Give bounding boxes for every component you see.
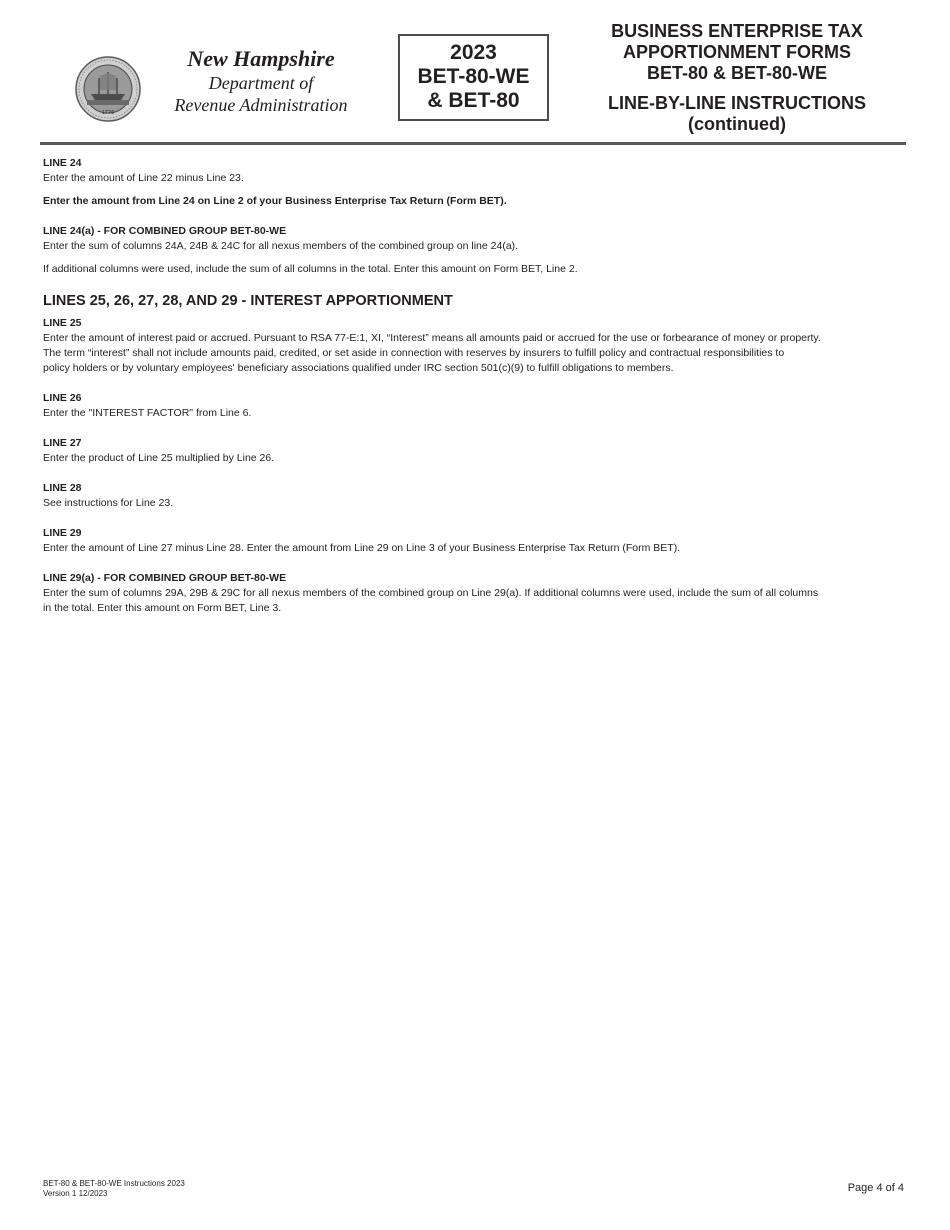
department-line-2: Revenue Administration xyxy=(174,95,348,115)
form-year: 2023 xyxy=(450,41,497,64)
title-line-5: (continued) xyxy=(688,114,786,134)
line-29-text: Enter the amount of Line 27 minus Line 28. Enter the amount from Line 29 on Line 3 of your Business Enterprise Tax Return (Form BET). xyxy=(43,542,681,554)
line-24a-label: LINE 24(a) - FOR COMBINED GROUP BET-80-WE xyxy=(43,225,287,237)
page-header xyxy=(0,0,950,150)
document-title xyxy=(572,21,902,135)
line-24-bold-note: Enter the amount from Line 24 on Line 2 of your Business Enterprise Tax Return (Form BET). xyxy=(43,195,507,207)
state-name: New Hampshire xyxy=(187,46,335,71)
line-24-label: LINE 24 xyxy=(43,157,82,169)
title-line-4: LINE-BY-LINE INSTRUCTIONS xyxy=(607,93,866,113)
form-number-1: BET-80-WE xyxy=(417,65,530,88)
line-28-text: See instructions for Line 23. xyxy=(43,497,174,509)
line-25-text-1: Enter the amount of interest paid or accrued. Pursuant to RSA 77-E:1, XI, “Interest” means all amounts paid or accrued for the use or forbearance of money or property. xyxy=(43,332,821,344)
line-24a-text-2: If additional columns were used, include the sum of all columns in the total. Enter this amount on Form BET, Line 2. xyxy=(43,263,578,275)
line-29-label: LINE 29 xyxy=(43,527,82,539)
line-26-text: Enter the "INTEREST FACTOR" from Line 6. xyxy=(43,407,252,419)
line-25-label: LINE 25 xyxy=(43,317,82,329)
line-26-label: LINE 26 xyxy=(43,392,82,404)
title-line-3: BET-80 & BET-80-WE xyxy=(646,63,828,83)
line-25-text-2: The term “interest” shall not include amounts paid, credited, or set aside in connection with reserves by insurers to fulfill policy and contractual responsibilities to xyxy=(43,347,785,359)
header-divider xyxy=(40,142,906,145)
line-24a-text-1: Enter the sum of columns 24A, 24B & 24C for all nexus members of the combined group on line 24(a). xyxy=(43,240,519,252)
title-line-2: APPORTIONMENT FORMS xyxy=(623,42,851,62)
state-seal-icon xyxy=(75,56,141,122)
footer-doc-title: BET-80 & BET-80-WE Instructions 2023 xyxy=(43,1179,185,1188)
line-29a-text-2: in the total. Enter this amount on Form BET, Line 3. xyxy=(43,602,282,614)
instructions-body xyxy=(43,156,905,616)
line-29a-label: LINE 29(a) - FOR COMBINED GROUP BET-80-WE xyxy=(43,572,287,584)
form-number-2: & BET-80 xyxy=(427,89,520,112)
line-27-text: Enter the product of Line 25 multiplied by Line 26. xyxy=(43,452,275,464)
department-line-1: Department of xyxy=(208,73,314,93)
line-24-text: Enter the amount of Line 22 minus Line 23. xyxy=(43,172,244,184)
agency-name xyxy=(148,46,374,116)
line-25-text-3: policy holders or by voluntary employees' beneficiary associations qualified under IRC section 501(c)(9) to fulfill obligations to members. xyxy=(43,362,674,374)
svg-text:1776: 1776 xyxy=(101,110,115,116)
line-28-label: LINE 28 xyxy=(43,482,82,494)
title-line-1: BUSINESS ENTERPRISE TAX xyxy=(611,21,863,41)
line-27-label: LINE 27 xyxy=(43,437,82,449)
page-number: Page 4 of 4 xyxy=(847,1182,904,1194)
line-29a-text-1: Enter the sum of columns 29A, 29B & 29C for all nexus members of the combined group on Line 29(a). If additional columns were used, include the sum of all columns xyxy=(43,587,819,599)
footer-version: Version 1 12/2023 xyxy=(43,1189,108,1198)
footer-doc-info xyxy=(43,1179,185,1199)
form-id-box xyxy=(398,34,549,121)
section-heading-interest: LINES 25, 26, 27, 28, AND 29 - INTEREST APPORTIONMENT xyxy=(43,293,453,309)
